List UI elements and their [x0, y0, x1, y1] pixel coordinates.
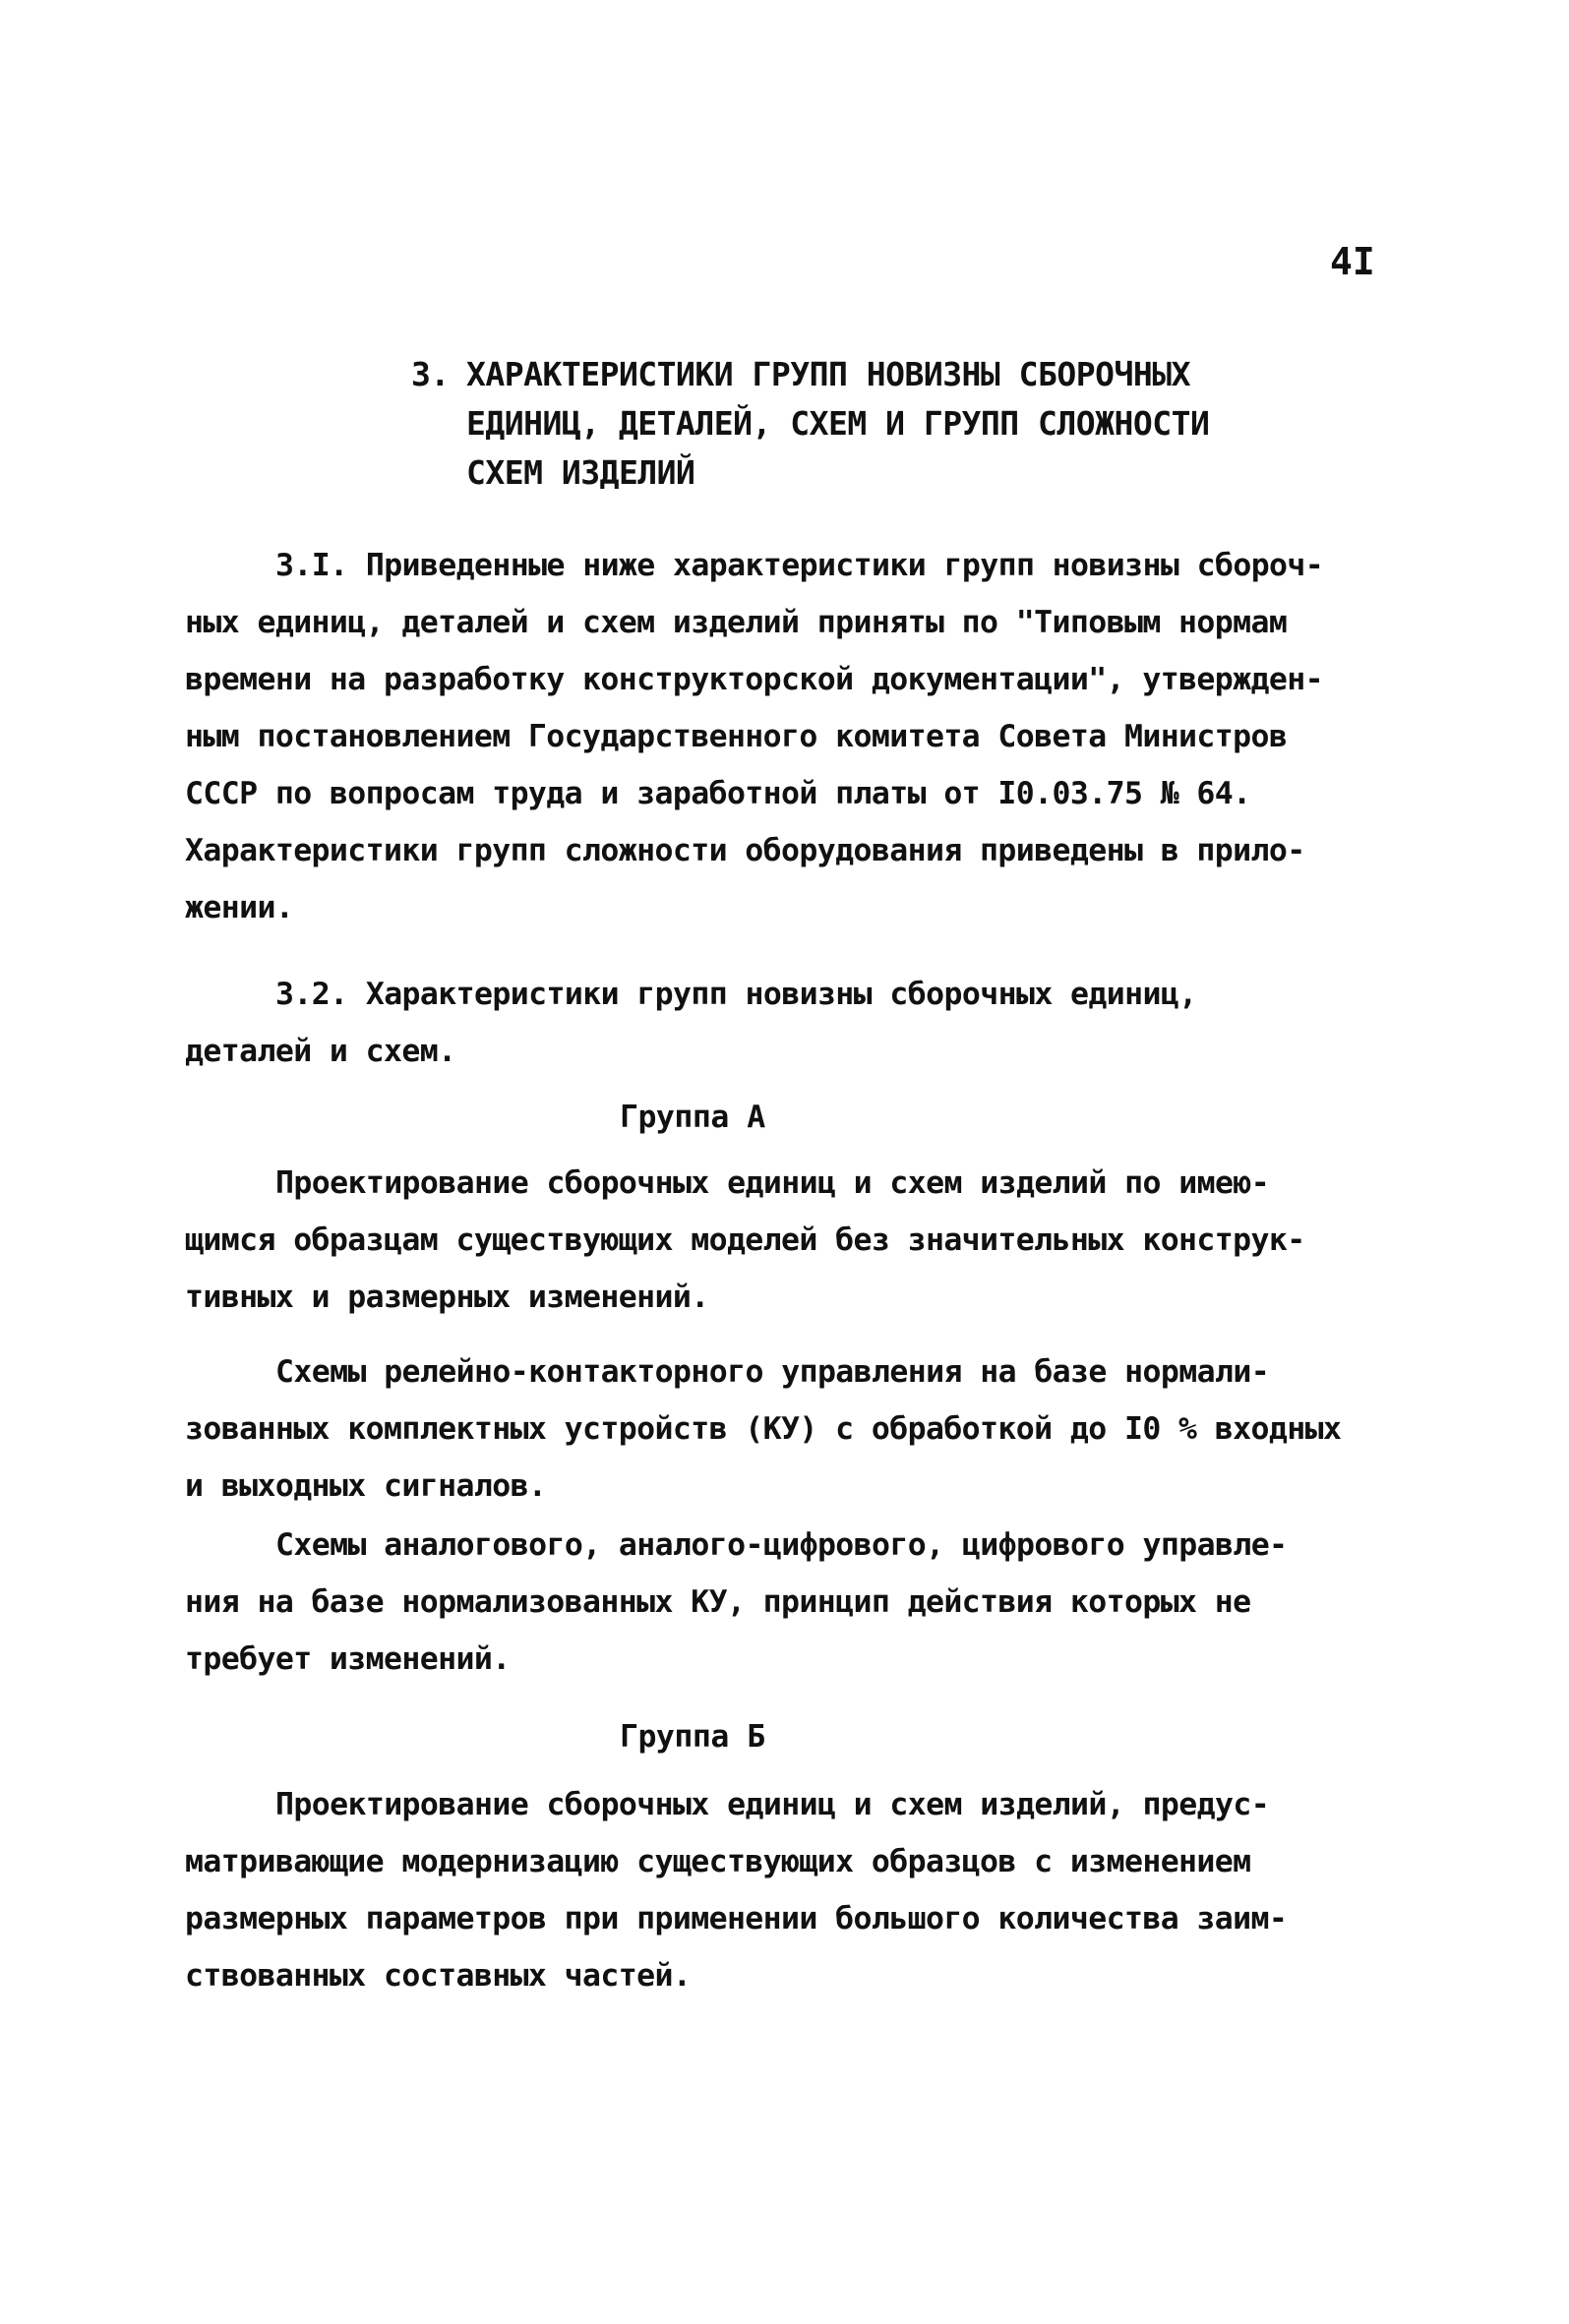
heading-line-2: ЕДИНИЦ, ДЕТАЛЕЙ, СХЕМ И ГРУПП СЛОЖНОСТИ: [466, 404, 1210, 443]
group-b-title: Группа Б: [620, 1719, 765, 1755]
group-a-paragraph-1: Проектирование сборочных единиц и схем изделий по имею- щимся образцам существующих моделей без значительных конструк- тивных и размерных изменений.: [185, 1165, 1305, 1315]
heading-line-3: СХЕМ ИЗДЕЛИЙ: [466, 453, 695, 492]
group-a-paragraph-2: Схемы релейно-контакторного управления на базе нормали- зованных комплектных устройств (КУ) с обработкой до I0 % входных и выходных сигналов.: [185, 1354, 1342, 1504]
page-number: 4I: [1330, 240, 1375, 283]
group-a-title: Группа А: [620, 1100, 765, 1135]
group-a-paragraph-3: Схемы аналогового, аналого-цифрового, цифрового управле- ния на базе нормализованных КУ, принцип действия которых не требует изменений.: [185, 1527, 1288, 1677]
group-b-paragraph-1: Проектирование сборочных единиц и схем изделий, предус- матривающие модернизацию существующих образцов с изменением размерных параметров при применении большого количества заим- ствованных составных частей.: [185, 1787, 1288, 1994]
heading-line-1: 3. ХАРАКТЕРИСТИКИ ГРУПП НОВИЗНЫ СБОРОЧНЫХ: [411, 350, 1297, 399]
paragraph-3-2: 3.2. Характеристики групп новизны сборочных единиц, деталей и схем.: [185, 977, 1197, 1069]
heading-number: 3.: [411, 355, 450, 393]
section-heading: [411, 350, 1297, 498]
paragraph-3-1: 3.I. Приведенные ниже характеристики групп новизны сбороч- ных единиц, деталей и схем изделий приняты по "Типовым нормам времени на разработку конструкторской документации", утвержден- ным постановлением Государственного комитета Совета Министров СССР по вопросам труда и заработной платы от I0.03.75 № 64. Характеристики групп сложности оборудования приведены в прило- жении.: [185, 548, 1324, 925]
